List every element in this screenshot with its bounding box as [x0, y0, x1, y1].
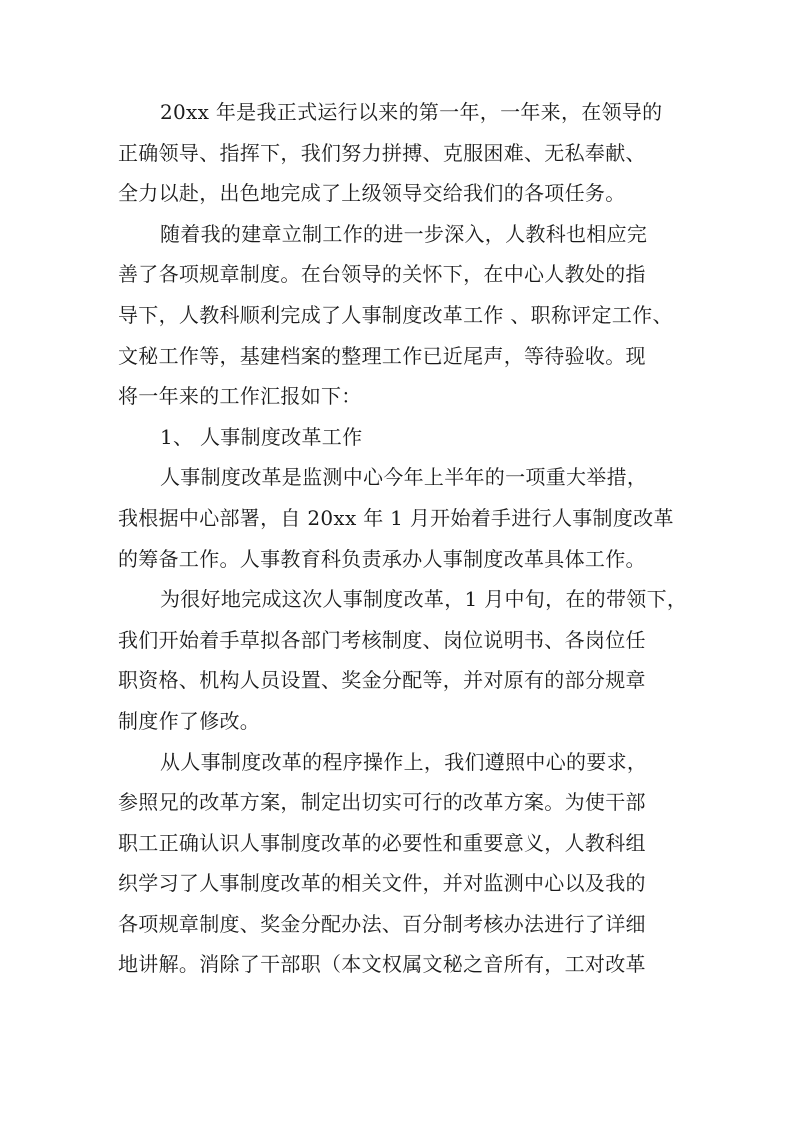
text-line: 为很好地完成这次人事制度改革，1 月中旬，在的带领下， — [160, 587, 688, 612]
text-line: 我根据中心部署，自 20xx 年 1 月开始着手进行人事制度改革 — [118, 505, 674, 530]
text-line: 的筹备工作。人事教育科负责承办人事制度改革具体工作。 — [118, 546, 646, 571]
text-line: 从人事制度改革的程序操作上，我们遵照中心的要求， — [160, 749, 648, 774]
document-body — [118, 92, 688, 985]
text-line: 导下，人教科顺利完成了人事制度改革工作 、职称评定工作、 — [118, 302, 673, 327]
text-line: 地讲解。消除了干部职（本文权属文秘之音所有，工对改革 — [118, 952, 646, 977]
text-line: 织学习了人事制度改革的相关文件，并对监测中心以及我的 — [118, 871, 646, 896]
text-line: 各项规章制度、奖金分配办法、百分制考核办法进行了详细 — [118, 911, 646, 936]
text-line: 文秘工作等，基建档案的整理工作已近尾声，等待验收。现 — [118, 343, 646, 368]
text-line: 正确领导、指挥下，我们努力拼搏、克服困难、无私奉献、 — [118, 140, 646, 165]
text-line: 20xx 年是我正式运行以来的第一年，一年来，在领导的 — [160, 100, 663, 124]
text-line: 将一年来的工作汇报如下： — [118, 384, 362, 409]
text-line: 全力以赴，出色地完成了上级领导交给我们的各项任务。 — [118, 181, 626, 206]
text-line: 随着我的建章立制工作的进一步深入，人教科也相应完 — [160, 221, 648, 246]
text-line: 职资格、机构人员设置、奖金分配等，并对原有的部分规章 — [118, 668, 646, 693]
text-line: 善了各项规章制度。在台领导的关怀下，在中心人教处的指 — [118, 262, 646, 287]
text-line: 职工正确认识人事制度改革的必要性和重要意义，人教科组 — [118, 830, 646, 855]
text-line: 人事制度改革是监测中心今年上半年的一项重大举措， — [160, 465, 648, 490]
text-line: 1、 人事制度改革工作 — [160, 424, 363, 449]
text-line: 参照兄的改革方案，制定出切实可行的改革方案。为使干部 — [118, 790, 646, 815]
text-line: 我们开始着手草拟各部门考核制度、岗位说明书、各岗位任 — [118, 627, 646, 652]
text-line: 制度作了修改。 — [118, 708, 261, 733]
